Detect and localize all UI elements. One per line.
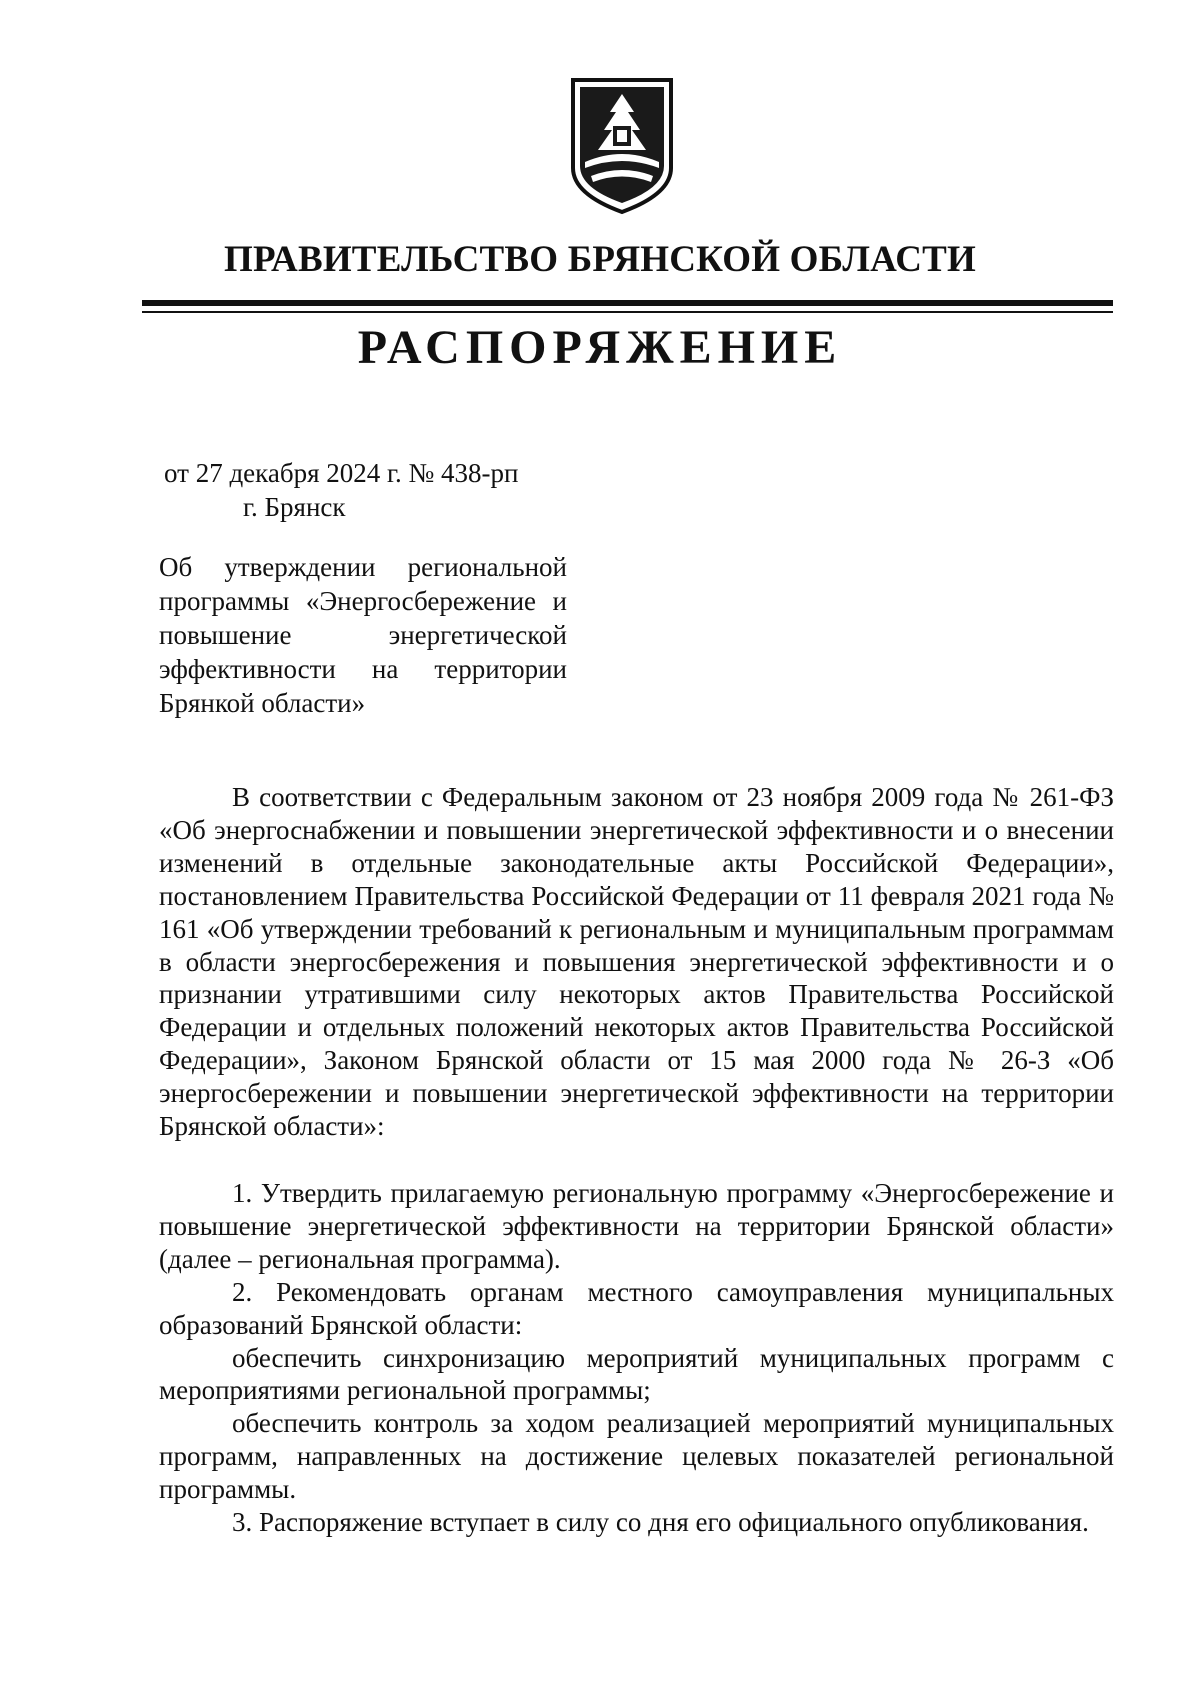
header-divider-thin [142,311,1113,313]
item-1-paragraph: 1. Утвердить прилагаемую региональную программу «Энергосбережение и повышение энергетической эффективности на территории Брянской области» (далее – региональная программа). [159,1177,1114,1274]
item-2-paragraph: 2. Рекомендовать органам местного самоуправления муниципальных образований Брянской области: [159,1276,1114,1340]
document-body [159,781,1114,1539]
government-title: ПРАВИТЕЛЬСТВО БРЯНСКОЙ ОБЛАСТИ [223,239,977,280]
document-type-title: РАСПОРЯЖЕНИЕ [357,321,843,374]
preamble-paragraph: В соответствии с Федеральным законом от 23 ноября 2009 года № 261-ФЗ «Об энергоснабжении и повышении энергетической эффективности и о внесении изменений в отдельные законодательные акты Российской Федерации», постановлением Правительства Российской Федерации от 11 февраля 2021 года № 161 «Об утверждении требований к региональным и муниципальным программам в области энергосбережения и повышения энергетической эффективности и о признании утратившими силу некоторых актов Правительства Российской Федерации и отдельных положений некоторых актов Правительства Российской Федерации», Законом Брянской области от 15 мая 2000 года № 26-З «Об энергосбережении и повышении энергетической эффективности на территории Брянской области»: [159,782,1114,1142]
item-3-paragraph: 3. Распоряжение вступает в силу со дня его официального опубликования. [232,1507,1089,1538]
item-2a-paragraph: обеспечить синхронизацию мероприятий муниципальных программ с мероприятиями региональной программы; [159,1342,1114,1406]
date-and-number: от 27 декабря 2024 г. № 438-рп [164,458,519,488]
document-subject: Об утверждении региональной программы «Энергосбережение и повышение энергетической эффективности на территории Брянкой области» [159,552,567,718]
city: г. Брянск [243,492,346,522]
item-2b-paragraph: обеспечить контроль за ходом реализацией мероприятий муниципальных программ, направленных на достижение целевых показателей региональной программы. [159,1408,1114,1505]
bryansk-oblast-coat-of-arms-icon [567,76,677,216]
header-divider-thick [142,300,1113,306]
